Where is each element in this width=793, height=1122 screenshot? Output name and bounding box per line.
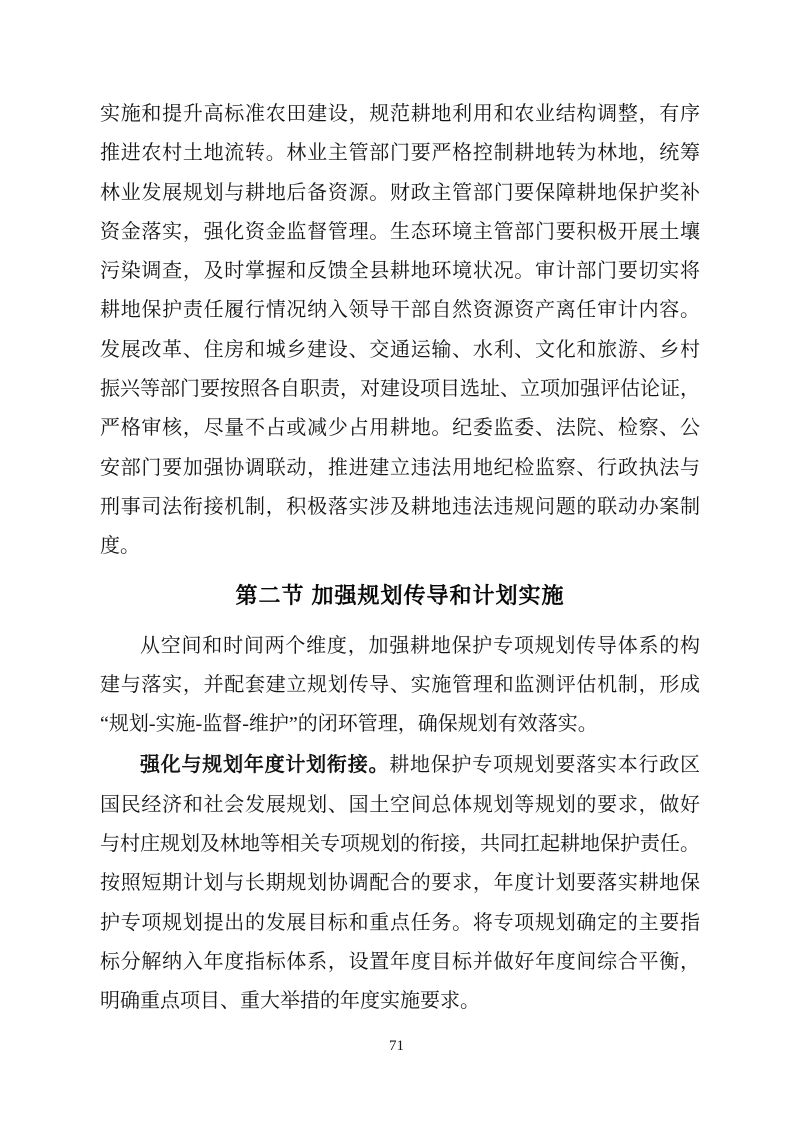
paragraph-3: [100, 746, 700, 1021]
text-line: 耕地保护责任履行情况纳入领导干部自然资源资产离任审计内容。: [100, 299, 700, 322]
text-line: 按照短期计划与长期规划协调配合的要求，年度计划要落实耕地保: [100, 872, 700, 895]
text-line: 推进农村土地流转。林业主管部门要严格控制耕地转为林地，统筹: [100, 142, 700, 165]
text-line: [100, 746, 700, 785]
text-line: 安部门要加强协调联动，推进建立违法用地纪检监察、行政执法与: [100, 456, 700, 479]
paragraph-2: [100, 627, 700, 745]
paragraph-1: [100, 95, 700, 567]
text-line: 刑事司法衔接机制，积极落实涉及耕地违法违规问题的联动办案制: [100, 495, 700, 518]
text-line: 明确重点项目、重大举措的年度实施要求。: [100, 990, 480, 1013]
text-line: 发展改革、住房和城乡建设、交通运输、水利、文化和旅游、乡村: [100, 338, 700, 361]
text-line: “规划-实施-监督-维护”的闭环管理，确保规划有效落实。: [100, 713, 598, 736]
text-line: 从空间和时间两个维度，加强耕地保护专项规划传导体系的构: [140, 634, 700, 657]
section-heading: 第二节 加强规划传导和计划实施: [235, 582, 565, 608]
text-line: 国民经济和社会发展规划、国土空间总体规划等规划的要求，做好: [100, 793, 700, 816]
text-line: 实施和提升高标准农田建设，规范耕地利用和农业结构调整，有序: [100, 103, 700, 125]
page-number: 71: [389, 1038, 404, 1054]
text-line: 护专项规划提出的发展目标和重点任务。将专项规划确定的主要指: [100, 911, 700, 934]
text-line: 资金落实，强化资金监督管理。生态环境主管部门要积极开展土壤: [100, 220, 700, 243]
text-line: 度。: [100, 535, 140, 558]
text-line: 振兴等部门要按照各自职责，对建设项目选址、立项加强评估论证，: [100, 378, 700, 401]
text-line: 标分解纳入年度指标体系，设置年度目标并做好年度间综合平衡，: [100, 950, 700, 973]
text-run: 耕地保护专项规划要落实本行政区: [389, 754, 700, 777]
page-body: [100, 95, 700, 1022]
bold-lead-in: 强化与规划年度计划衔接。: [140, 754, 390, 777]
text-line: 与村庄规划及林地等相关专项规划的衔接，共同扛起耕地保护责任。: [100, 833, 700, 856]
text-line: 污染调查，及时掌握和反馈全县耕地环境状况。审计部门要切实将: [100, 260, 700, 283]
text-line: 建与落实，并配套建立规划传导、实施管理和监测评估机制，形成: [100, 673, 700, 696]
text-line: 林业发展规划与耕地后备资源。财政主管部门要保障耕地保护奖补: [100, 181, 700, 204]
text-line: 严格审核，尽量不占或减少占用耕地。纪委监委、法院、检察、公: [100, 417, 700, 440]
